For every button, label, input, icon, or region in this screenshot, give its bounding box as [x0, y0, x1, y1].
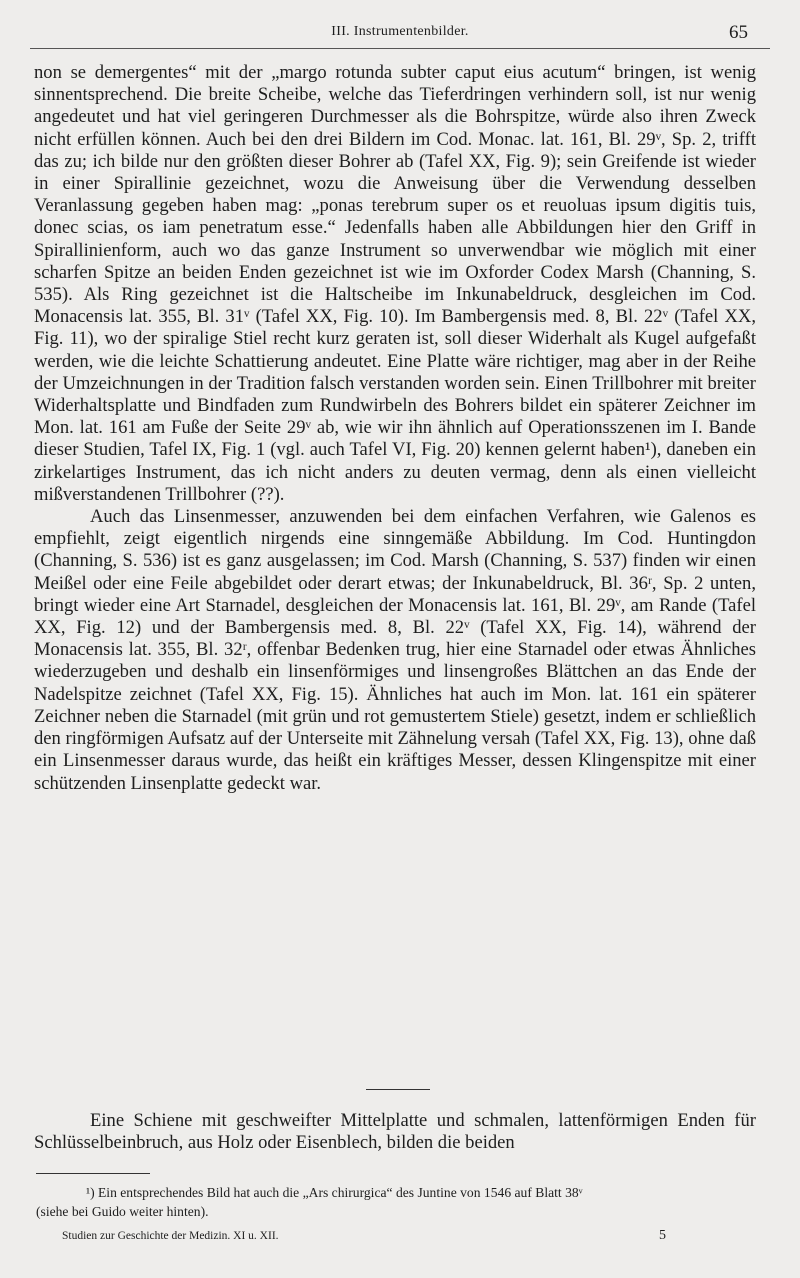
footnote-rule [36, 1173, 150, 1174]
paragraph-2: Auch das Linsenmesser, anzuwenden bei dem einfachen Verfahren, wie Galenos es empfiehlt, zeigt eigentlich nirgends eine sinngemäße Abbildung. Im Cod. Huntingdon (Channing, S. 536) ist es ganz ausgelassen; im Cod. Marsh (Channing, S. 537) finden wir einen Meißel oder eine Feile abgebildet oder derart etwas; der Inkunabeldruck, Bl. 36ʳ, Sp. 2 unten, bringt wieder eine Art Starnadel, desgleichen der Monacensis lat. 161, Bl. 29ᵛ, am Rande (Tafel XX, Fig. 12) und der Bambergensis med. 8, Bl. 22ᵛ (Tafel XX, Fig. 14), während der Monacensis lat. 355, Bl. 32ʳ, offenbar Bedenken trug, hier eine Starnadel oder etwas Ähnliches wiederzugeben und deshalb ein linsenförmiges und linsengroßes Blättchen an das Ende der Nadelspitze zeichnet (Tafel XX, Fig. 15). Ähnliches hat auch im Mon. lat. 161 ein späterer Zeichner neben die Starnadel (mit grün und rot gemustertem Stiele) gesetzt, indem er schließlich den ringförmigen Aufsatz auf der Unterseite mit Zähnelung versah (Tafel XX, Fig. 13), ohne daß ein Linsenmesser daraus wurde, das heißt ein kräftiges Messer, dessen Klingenspitze mit einer schützenden Linsenplatte gedeckt war. [34, 506, 756, 794]
footnote-1-line-2: (siehe bei Guido weiter hinten). [36, 1204, 209, 1219]
running-head [30, 20, 770, 49]
footnote-1-line-1: ¹) Ein entsprechendes Bild hat auch die „Ars chirurgica“ des Juntine von 1546 auf Blatt 38ᵛ [86, 1185, 583, 1200]
paragraph-3: Eine Schiene mit geschweifter Mittelplatte und schmalen, lattenförmigen Enden für Schlüsselbeinbruch, aus Holz oder Eisenblech, bilden die beiden [34, 1110, 756, 1154]
series-title: Studien zur Geschichte der Medizin. XI u. XII. [62, 1230, 279, 1242]
main-text [34, 62, 756, 795]
signature-mark: 5 [659, 1228, 666, 1243]
footnotes [36, 1183, 758, 1221]
section-divider [366, 1089, 430, 1090]
main-text-continued [34, 1110, 756, 1154]
paragraph-1: non se demergentes“ mit der „margo rotunda subter caput eius acutum“ bringen, ist wenig sinnentsprechend. Die breite Scheibe, welche das Tieferdringen verhindern soll, ist nur wenig angedeutet und hat viel geringeren Durchmesser als die Bohrspitze, würde also ihren Zweck nicht erfüllen können. Auch bei den drei Bildern im Cod. Monac. lat. 161, Bl. 29ᵛ, Sp. 2, trifft das zu; ich bilde nur den größten dieser Bohrer ab (Tafel XX, Fig. 9); sein Greifende ist wieder in einer Spirallinie gezeichnet, wozu die Anweisung über die Verwendung desselben Veranlassung gegeben haben mag: „ponas terebrum super os et reuoluas ipsum digitis tuis, donec scias, os iam penetratum esse.“ Jedenfalls haben alle Abbildungen hier den Griff in Spirallinienform, auch wo das ganze Instrument so unverwendbar wie möglich mit einer scharfen Spitze an beiden Enden gezeichnet ist wie im Oxforder Codex Marsh (Channing, S. 535). Als Ring gezeichnet ist die Haltscheibe im Inkunabeldruck, desgleichen im Cod. Monacensis lat. 355, Bl. 31ᵛ (Tafel XX, Fig. 10). Im Bambergensis med. 8, Bl. 22ᵛ (Tafel XX, Fig. 11), wo der spiralige Stiel recht kurz geraten ist, soll dieser Widerhalt als Kugel aufgefaßt werden, wie die leichte Schattierung andeutet. Eine Platte wäre richtiger, mag aber in der Reihe der Umzeichnungen in der Tradition falsch verstanden worden sein. Einen Trillbohrer mit breiter Widerhaltsplatte und Bindfaden zum Rundwirbeln des Bohrers bildet ein späterer Zeichner im Mon. lat. 161 am Fuße der Seite 29ᵛ ab, wie wir ihn ähnlich auf Operationsszenen im I. Bande dieser Studien, Tafel IX, Fig. 1 (vgl. auch Tafel VI, Fig. 20) kennen gelernt haben¹), daneben ein zirkelartiges Instrument, das ich nicht anders zu deuten vermag, denn als einen vielleicht mißverstandenen Trillbohrer (??). [34, 62, 756, 505]
page-footer [62, 1230, 760, 1248]
running-title: III. Instrumentenbilder. [331, 24, 469, 39]
page-number: 65 [729, 22, 748, 43]
